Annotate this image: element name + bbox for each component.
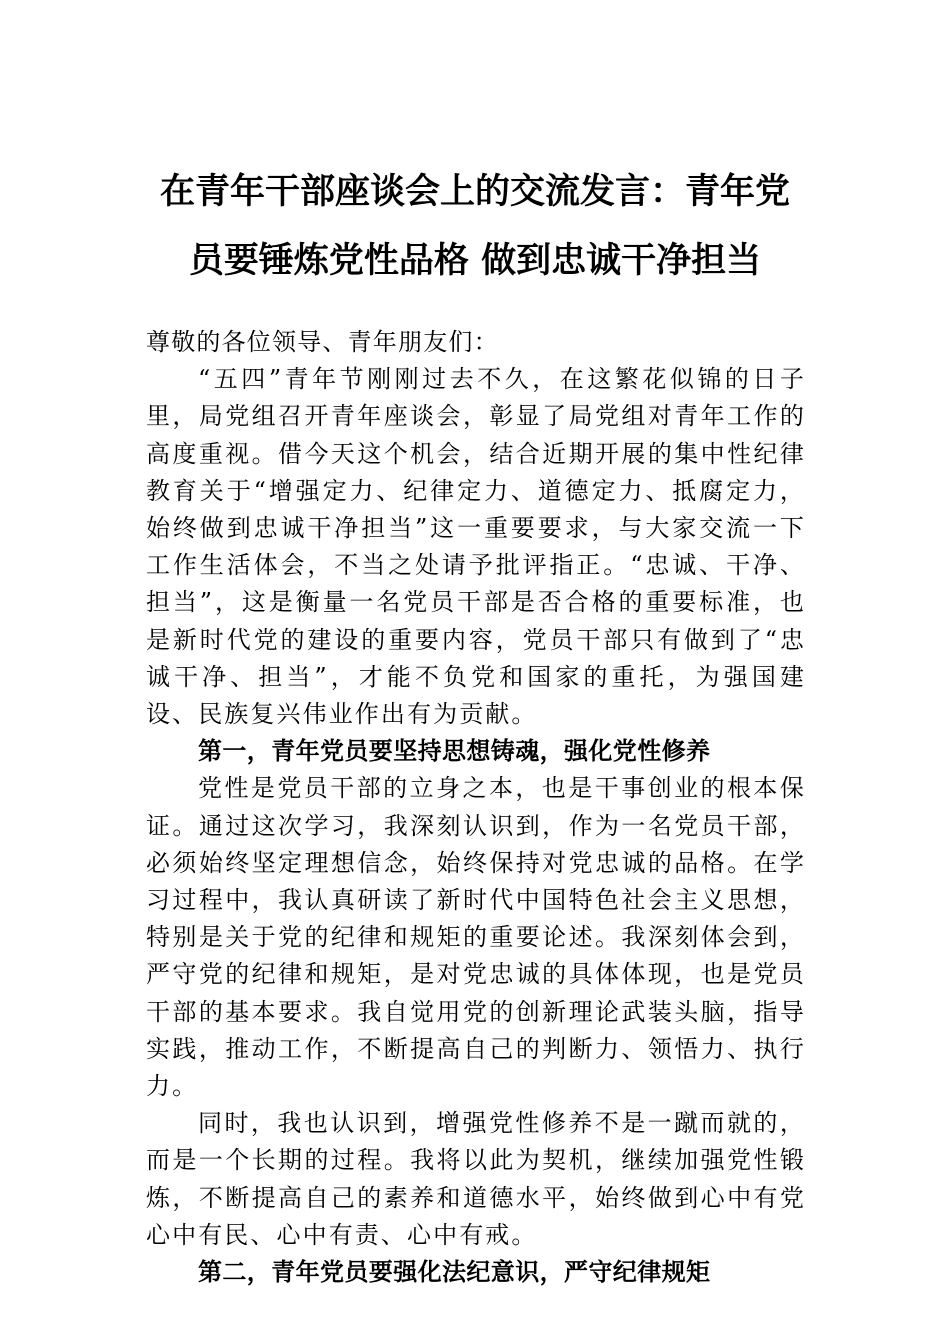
- section-heading-2: 第二，青年党员要强化法纪意识，严守纪律规矩: [198, 1258, 711, 1287]
- paragraph-intro: “五四”青年节刚刚过去不久，在这繁花似锦的日子里，局党组召开青年座谈会，彰显了局党组对青年工作的高度重视。借今天这个机会，结合近期开展的集中性纪律教育关于“增强定力、纪律定力、道德定力、抵腐定力，始终做到忠诚干净担当”这一重要要求，与大家交流一下工作生活体会，不当之处请予批评指正。“忠诚、干净、担当”，这是衡量一名党员干部是否合格的重要标准，也是新时代党的建设的重要内容，党员干部只有做到了“忠诚干净、担当”，才能不负党和国家的重托，为强国建设、民族复兴伟业作出有为贡献。: [146, 365, 806, 729]
- paragraph-2: 同时，我也认识到，增强党性修养不是一蹴而就的，而是一个长期的过程。我将以此为契机，继续加强党性锻炼，不断提高自己的素养和道德水平，始终做到心中有党心中有民、心中有责、心中有戒。: [146, 1109, 806, 1249]
- section-heading-1: 第一，青年党员要坚持思想铸魂，强化党性修养: [198, 737, 711, 766]
- document-body: [146, 324, 806, 1291]
- document-title-line-1: 在青年干部座谈会上的交流发言：青年党: [159, 171, 790, 212]
- paragraph-1: 党性是党员干部的立身之本，也是干事创业的根本保证。通过这次学习，我深刻认识到，作为一名党员干部，必须始终坚定理想信念，始终保持对党忠诚的品格。在学习过程中，我认真研读了新时代中国特色社会主义思想，特别是关于党的纪律和规矩的重要论述。我深刻体会到，严守党的纪律和规矩，是对党忠诚的具体体现，也是党员干部的基本要求。我自觉用党的创新理论武装头脑，指导实践，推动工作，不断提高自己的判断力、领悟力、执行力。: [146, 774, 806, 1101]
- salutation: 尊敬的各位领导、青年朋友们：: [146, 328, 499, 356]
- document-title-line-2: 员要锤炼党性品格 做到忠诚干净担当: [188, 240, 762, 281]
